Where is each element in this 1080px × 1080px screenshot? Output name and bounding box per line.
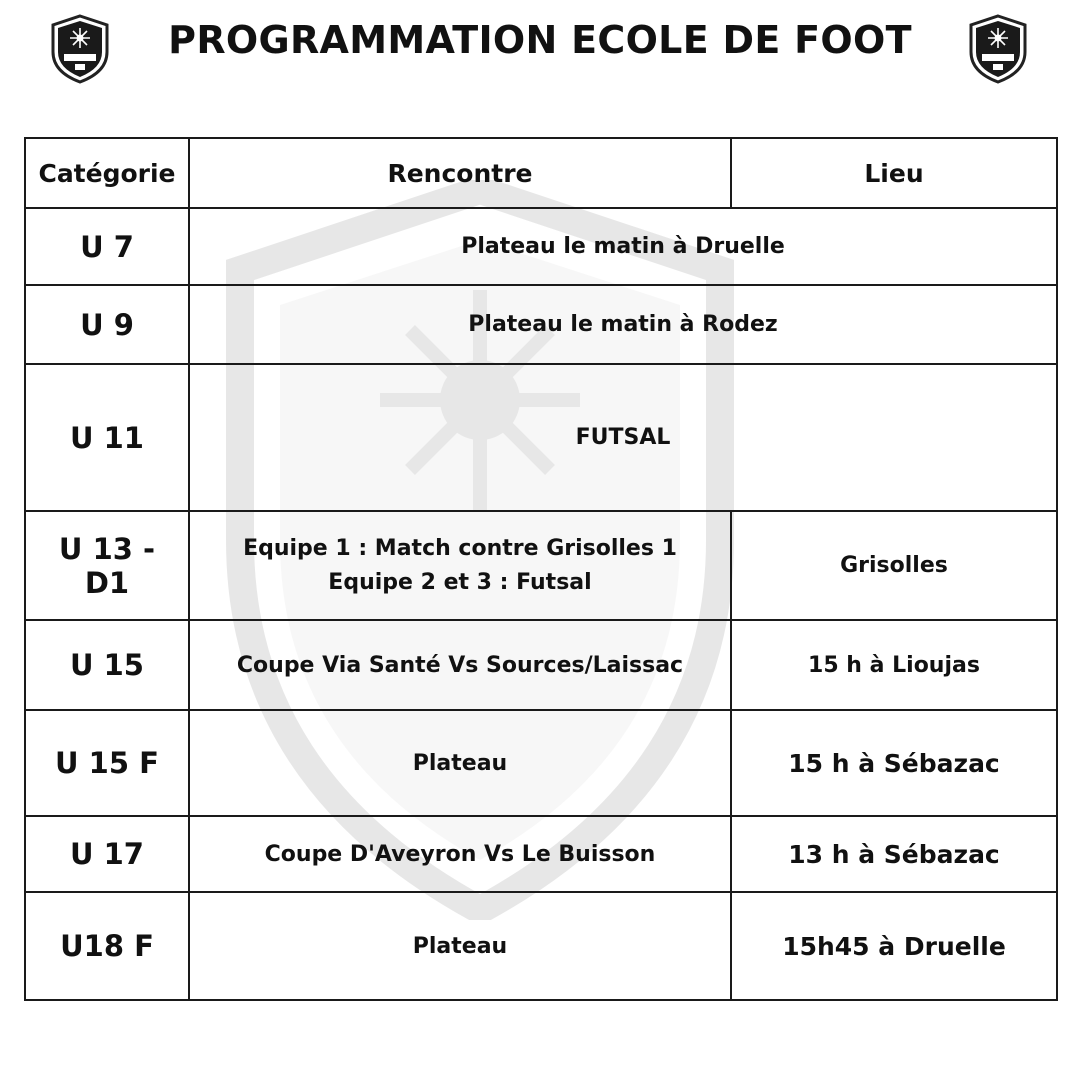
venue-cell: 13 h à Sébazac bbox=[731, 816, 1057, 892]
match-cell: Plateau bbox=[189, 710, 731, 816]
category-cell: U 15 F bbox=[25, 710, 189, 816]
match-cell bbox=[189, 511, 731, 620]
match-cell: Plateau le matin à Rodez bbox=[189, 285, 1057, 364]
category-cell: U 13 - D1 bbox=[25, 511, 189, 620]
category-cell: U 11 bbox=[25, 364, 189, 511]
schedule-table bbox=[24, 137, 1058, 1001]
match-line: Equipe 2 et 3 : Futsal bbox=[328, 569, 592, 595]
category-cell: U 17 bbox=[25, 816, 189, 892]
match-cell: Plateau le matin à Druelle bbox=[189, 208, 1057, 285]
table-row bbox=[25, 511, 1057, 620]
club-crest-icon bbox=[968, 14, 1028, 84]
header-venue: Lieu bbox=[731, 138, 1057, 208]
match-cell: FUTSAL bbox=[189, 364, 1057, 511]
venue-cell: Grisolles bbox=[731, 511, 1057, 620]
category-cell: U 7 bbox=[25, 208, 189, 285]
venue-cell: 15 h à Lioujas bbox=[731, 620, 1057, 710]
table-row bbox=[25, 892, 1057, 1000]
category-cell: U 9 bbox=[25, 285, 189, 364]
table-row bbox=[25, 364, 1057, 511]
page-title: PROGRAMMATION ECOLE DE FOOT bbox=[168, 18, 912, 62]
match-cell: Plateau bbox=[189, 892, 731, 1000]
header-match: Rencontre bbox=[189, 138, 731, 208]
header-category: Catégorie bbox=[25, 138, 189, 208]
category-cell: U18 F bbox=[25, 892, 189, 1000]
table-row bbox=[25, 816, 1057, 892]
match-line: Equipe 1 : Match contre Grisolles 1 bbox=[243, 535, 677, 561]
table-row bbox=[25, 710, 1057, 816]
venue-cell: 15h45 à Druelle bbox=[731, 892, 1057, 1000]
table-header-row bbox=[25, 138, 1057, 208]
table-row bbox=[25, 208, 1057, 285]
venue-cell: 15 h à Sébazac bbox=[731, 710, 1057, 816]
table-row bbox=[25, 285, 1057, 364]
table-row bbox=[25, 620, 1057, 710]
match-cell: Coupe D'Aveyron Vs Le Buisson bbox=[189, 816, 731, 892]
match-cell: Coupe Via Santé Vs Sources/Laissac bbox=[189, 620, 731, 710]
category-cell: U 15 bbox=[25, 620, 189, 710]
